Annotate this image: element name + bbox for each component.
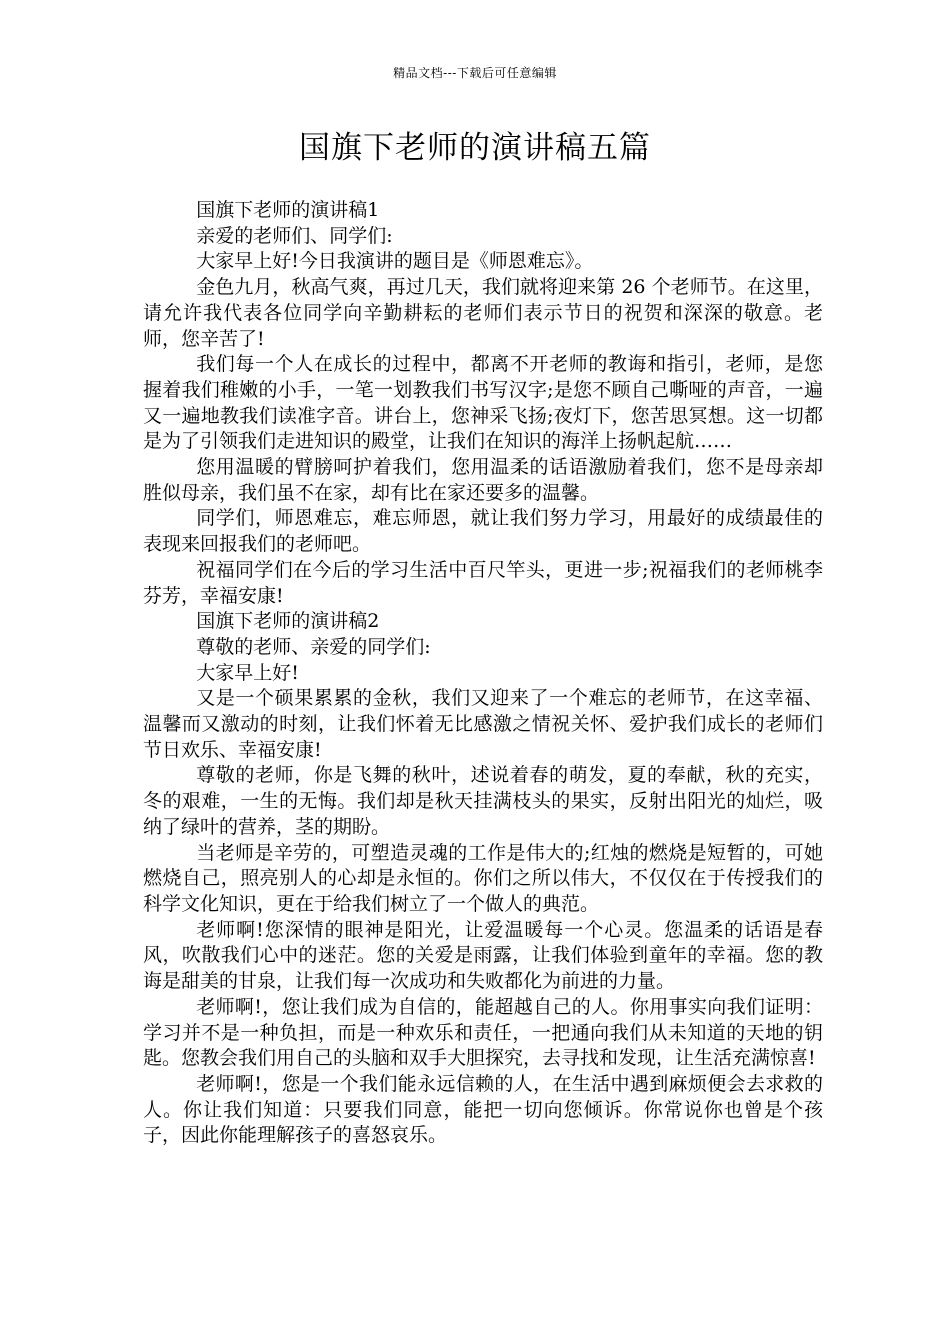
paragraph: 大家早上好!今日我演讲的题目是《师恩难忘》。 <box>196 250 594 273</box>
paragraph: 尊敬的老师、亲爱的同学们: <box>196 635 431 658</box>
paragraph: 金色九月，秋高气爽，再过几天，我们就将迎来第 26 个老师节。在这里，请允许我代表各位同学向辛勤耕耘的老师们表示节日的祝贺和深深的敬意。老师，您辛苦了! <box>143 276 823 350</box>
paragraph: 亲爱的老师们、同学们: <box>196 224 393 247</box>
paragraph: 老师啊!，您是一个我们能永远信赖的人，在生活中遇到麻烦便会去求救的人。你让我们知道：只要我们同意，能把一切向您倾诉。你常说你也曾是个孩子，因此你能理解孩子的喜怒哀乐。 <box>143 1072 823 1147</box>
paragraph: 又是一个硕果累累的金秋，我们又迎来了一个难忘的老师节，在这幸福、温馨而又激动的时刻，让我们怀着无比感激之情祝关怀、爱护我们成长的老师们节日欢乐、幸福安康! <box>143 687 823 761</box>
paragraph: 同学们，师恩难忘，难忘师恩，就让我们努力学习，用最好的成绩最佳的表现来回报我们的老师吧。 <box>143 507 823 556</box>
paragraph: 国旗下老师的演讲稿2 <box>196 610 380 633</box>
paragraph: 我们每一个人在成长的过程中，都离不开老师的教诲和指引，老师，是您握着我们稚嫩的小手，一笔一划教我们书写汉字;是您不顾自己嘶哑的声音，一遍又一遍地教我们读准字音。讲台上，您神采飞扬;夜灯下，您苦思冥想。这一切都是为了引领我们走进知识的殿堂，让我们在知识的海洋上扬帆起航…… <box>143 353 823 453</box>
document-body <box>143 198 823 1149</box>
paragraph: 国旗下老师的演讲稿1 <box>196 199 380 221</box>
paragraph: 当老师是辛劳的，可塑造灵魂的工作是伟大的;红烛的燃烧是短暂的，可她燃烧自己，照亮别人的心却是永恒的。你们之所以伟大，不仅仅在于传授我们的科学文化知识，更在于给我们树立了一个做人的典范。 <box>143 841 823 915</box>
document-title: 国旗下老师的演讲稿五篇 <box>299 130 651 166</box>
paragraph: 尊敬的老师，你是飞舞的秋叶，述说着春的萌发，夏的奉献，秋的充实，冬的艰难，一生的无悔。我们却是秋天挂满枝头的果实，反射出阳光的灿烂，吸纳了绿叶的营养，茎的期盼。 <box>143 764 823 838</box>
paragraph: 祝福同学们在今后的学习生活中百尺竿头，更进一步;祝福我们的老师桃李芬芳，幸福安康! <box>143 558 823 607</box>
header-note: 精品文档---下载后可任意编辑 <box>393 66 557 80</box>
paragraph: 老师啊!您深情的眼神是阳光，让爱温暖每一个心灵。您温柔的话语是春风，吹散我们心中的迷茫。您的关爱是雨露，让我们体验到童年的幸福。您的教诲是甜美的甘泉，让我们每一次成功和失败都化为前进的力量。 <box>143 918 823 993</box>
paragraph: 大家早上好! <box>196 661 299 684</box>
paragraph: 老师啊!，您让我们成为自信的，能超越自己的人。你用事实向我们证明：学习并不是一种负担，而是一种欢乐和责任，一把通向我们从未知道的天地的钥匙。您教会我们用自己的头脑和双手大胆探究，去寻找和发现，让生活充满惊喜! <box>143 995 823 1070</box>
paragraph: 您用温暖的臂膀呵护着我们，您用温柔的话语激励着我们，您不是母亲却胜似母亲，我们虽不在家，却有比在家还要多的温馨。 <box>143 456 823 504</box>
